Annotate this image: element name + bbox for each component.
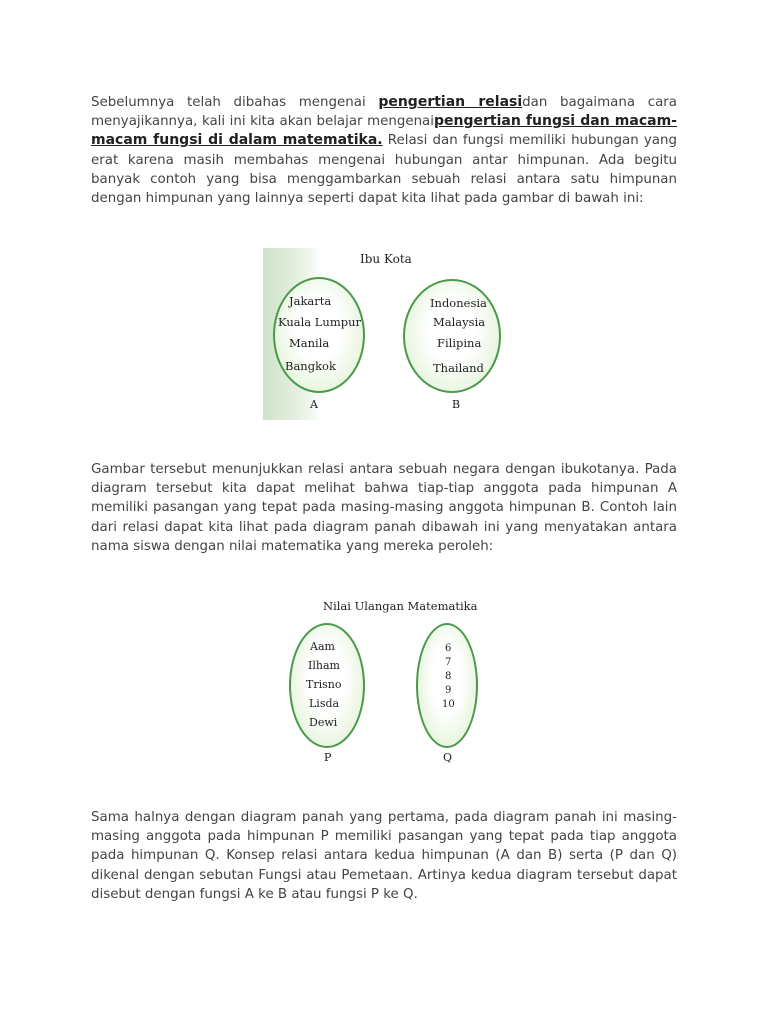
set-a-item: Bangkok [285, 359, 336, 373]
set-b-item: Thailand [433, 361, 484, 375]
set-a-item: Kuala Lumpur [278, 315, 362, 329]
set-q-item: 10 [442, 699, 455, 710]
set-p-item: Ilham [308, 659, 340, 672]
set-p-item: Trisno [306, 678, 342, 691]
intro-text-2: dan bagaimana cara menyajikannya, kali ini kita akan belajar mengenai [91, 95, 677, 130]
set-q-item: 8 [445, 671, 452, 682]
set-q-item: 6 [445, 643, 452, 654]
intro-paragraph [91, 93, 677, 208]
figure-title: Ibu Kota [360, 252, 412, 266]
set-q-item: 7 [445, 657, 452, 668]
intro-text-1: Sebelumnya telah dibahas mengenai [91, 95, 379, 110]
paragraph-2: Gambar tersebut menunjukkan relasi antara sebuah negara dengan ibukotanya. Pada diagram tersebut kita dapat melihat bahwa tiap-tiap anggota pada himpunan A memiliki pasangan yang tepat pada masing-masing anggota himpunan B. Contoh lain dari relasi dapat kita lihat pada diagram panah dibawah ini yang menyatakan antara nama siswa dengan nilai matematika yang mereka peroleh: [91, 462, 677, 554]
intro-text-3: Relasi dan fungsi memiliki hubungan yang erat karena masih membahas mengenai hubungan antar himpunan. Ada begitu banyak contoh yang bisa menggambarkan sebuah relasi antara satu himpunan dengan himpunan yang lainnya seperti dapat kita lihat pada gambar di bawah ini: [91, 133, 677, 207]
link-pengertian-fungsi[interactable]: pengertian fungsi dan macam-macam fungsi di dalam matematika. [91, 113, 677, 149]
set-p-item: Dewi [309, 716, 338, 729]
set-b-item: Filipina [437, 336, 482, 350]
set-a-item: Jakarta [289, 294, 332, 308]
set-q-item: 9 [445, 685, 452, 696]
set-p-item: Aam [310, 640, 335, 653]
set-b-item: Indonesia [430, 296, 487, 310]
set-a-item: Manila [289, 336, 330, 350]
link-pengertian-relasi[interactable]: pengertian relasi [378, 94, 523, 110]
figure-title: Nilai Ulangan Matematika [323, 599, 478, 613]
set-p-label: P [324, 751, 332, 764]
set-p-item: Lisda [309, 697, 340, 710]
set-q-label: Q [443, 751, 453, 764]
set-b-item: Malaysia [433, 315, 486, 329]
paragraph-3: Sama halnya dengan diagram panah yang pertama, pada diagram panah ini masing-masing anggota pada himpunan P memiliki pasangan yang tepat pada tiap anggota pada himpunan Q. Konsep relasi antara kedua himpunan (A dan B) serta (P dan Q) dikenal dengan sebutan Fungsi atau Pemetaan. Artinya kedua diagram tersebut dapat disebut dengan fungsi A ke B atau fungsi P ke Q. [91, 810, 677, 902]
set-a-label: A [310, 398, 318, 411]
set-b-label: B [452, 398, 461, 411]
